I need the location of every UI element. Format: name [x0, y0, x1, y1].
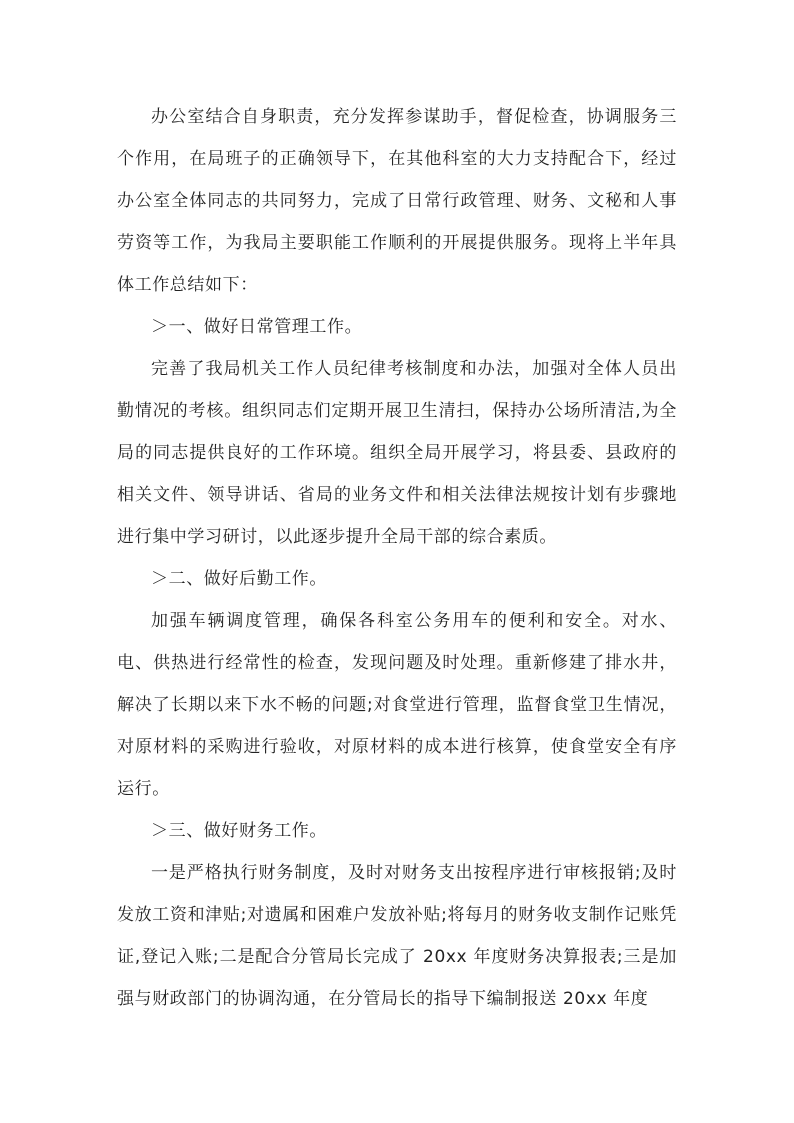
section-2-paragraph: 加强车辆调度管理，确保各科室公务用车的便利和安全。对水、电、供热进行经常性的检查，发现问题及时处理。重新修建了排水井，解决了长期以来下水不畅的问题;对食堂进行管理，监督食堂卫生情况，对原材料的采购进行验收，对原材料的成本进行核算，使食堂安全有序运行。 — [117, 611, 677, 799]
section-3-paragraph: 一是严格执行财务制度，及时对财务支出按程序进行审核报销;及时发放工资和津贴;对遗属和困难户发放补贴;将每月的财务收支制作记账凭证,登记入账;二是配合分管局长完成了 20xx 年度财务决算报表;三是加强与财政部门的协调沟通，在分管局长的指导下编制报送 20xx 年度 — [117, 863, 677, 1009]
intro-paragraph: 办公室结合自身职责，充分发挥参谋助手，督促检查，协调服务三个作用，在局班子的正确领导下，在其他科室的大力支持配合下，经过办公室全体同志的共同努力，完成了日常行政管理、财务、文秘和人事劳资等工作，为我局主要职能工作顺利的开展提供服务。现将上半年具体工作总结如下： — [117, 107, 677, 295]
section-heading-3: ＞三、做好财务工作。 — [151, 821, 327, 841]
document-body — [117, 96, 677, 1020]
section-1-paragraph: 完善了我局机关工作人员纪律考核制度和办法，加强对全体人员出勤情况的考核。组织同志们定期开展卫生清扫，保持办公场所清洁,为全局的同志提供良好的工作环境。组织全局开展学习，将县委、县政府的相关文件、领导讲话、省局的业务文件和相关法律法规按计划有步骤地进行集中学习研讨，以此逐步提升全局干部的综合素质。 — [117, 359, 677, 547]
section-heading-1: ＞一、做好日常管理工作。 — [151, 317, 363, 337]
section-heading-2: ＞二、做好后勤工作。 — [151, 569, 327, 589]
